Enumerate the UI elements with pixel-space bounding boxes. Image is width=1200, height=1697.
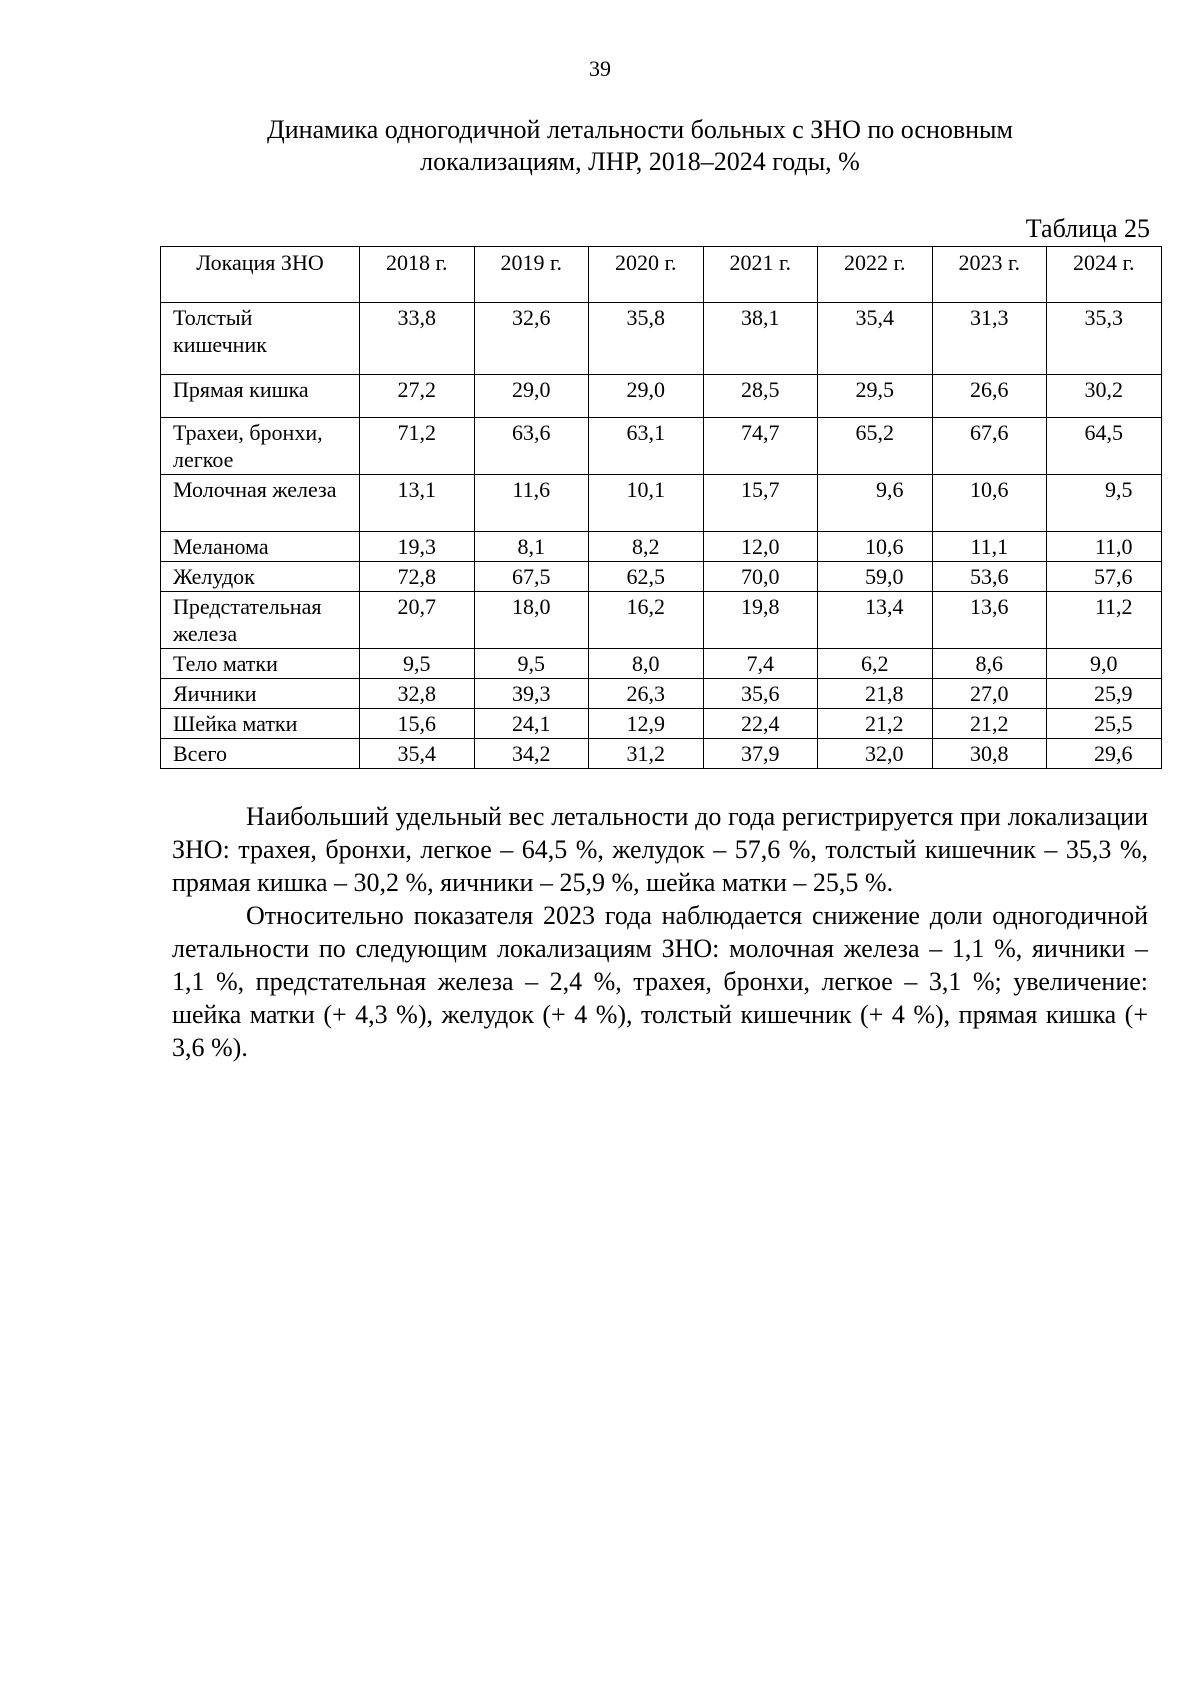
table-cell: 13,6 [932, 592, 1047, 649]
table-cell: 35,4 [818, 303, 933, 375]
table-cell: 32,6 [474, 303, 589, 375]
table-cell: 9,5 [474, 649, 589, 679]
row-label: Тело матки [161, 649, 360, 679]
table-cell: 72,8 [360, 562, 475, 592]
header-location: Локация ЗНО [161, 247, 360, 303]
table-cell: 26,6 [932, 375, 1047, 418]
table-cell: 24,1 [474, 709, 589, 739]
table-cell: 15,6 [360, 709, 475, 739]
row-label: Желудок [161, 562, 360, 592]
table-cell: 29,0 [589, 375, 704, 418]
table-row [161, 375, 1162, 418]
table-cell: 22,4 [703, 709, 818, 739]
table-cell: 9,5 [1047, 475, 1162, 532]
table-cell: 59,0 [818, 562, 933, 592]
paragraph: Наибольший удельный вес летальности до года регистрируется при локализации ЗНО: трахея, бронхи, легкое – 64,5 %, желудок – 57,6 %, толстый кишечник – 35,3 %, прямая кишка – 30,2 %, яичники – 25,9 %, шейка матки – 25,5 %. [172, 802, 1148, 897]
table-cell: 11,6 [474, 475, 589, 532]
table-cell: 13,1 [360, 475, 475, 532]
header-year: 2019 г. [474, 247, 589, 303]
table-row [161, 532, 1162, 562]
table-title-line-2: локализациям, ЛНР, 2018–2024 годы, % [420, 147, 860, 176]
row-label: Всего [161, 739, 360, 769]
table-cell: 16,2 [589, 592, 704, 649]
table-cell: 38,1 [703, 303, 818, 375]
page-number: 39 [589, 56, 611, 81]
row-label: Трахеи, бронхи, легкое [161, 418, 360, 475]
row-label: Толстый кишечник [161, 303, 360, 375]
table-cell: 13,4 [818, 592, 933, 649]
table-cell: 35,8 [589, 303, 704, 375]
header-year: 2018 г. [360, 247, 475, 303]
table-row [161, 303, 1162, 375]
table-cell: 29,5 [818, 375, 933, 418]
table-row [161, 709, 1162, 739]
header-year: 2021 г. [703, 247, 818, 303]
table-cell: 62,5 [589, 562, 704, 592]
table-cell: 32,0 [818, 739, 933, 769]
table-cell: 9,6 [818, 475, 933, 532]
table-row [161, 649, 1162, 679]
table-cell: 27,2 [360, 375, 475, 418]
table-cell: 39,3 [474, 679, 589, 709]
table-cell: 10,1 [589, 475, 704, 532]
table-cell: 8,6 [932, 649, 1047, 679]
table-cell: 9,0 [1047, 649, 1162, 679]
table-cell: 27,0 [932, 679, 1047, 709]
table-cell: 63,1 [589, 418, 704, 475]
header-year: 2022 г. [818, 247, 933, 303]
table-cell: 7,4 [703, 649, 818, 679]
table-cell: 64,5 [1047, 418, 1162, 475]
table-cell: 70,0 [703, 562, 818, 592]
table-cell: 15,7 [703, 475, 818, 532]
table-cell: 25,5 [1047, 709, 1162, 739]
table-cell: 25,9 [1047, 679, 1162, 709]
table-row [161, 418, 1162, 475]
table-cell: 11,2 [1047, 592, 1162, 649]
table-cell: 18,0 [474, 592, 589, 649]
row-label: Шейка матки [161, 709, 360, 739]
table-cell: 19,8 [703, 592, 818, 649]
table-cell: 21,2 [818, 709, 933, 739]
table-cell: 31,3 [932, 303, 1047, 375]
table-cell: 33,8 [360, 303, 475, 375]
table-row [161, 562, 1162, 592]
table-row [161, 679, 1162, 709]
header-year: 2024 г. [1047, 247, 1162, 303]
mortality-table [160, 246, 1162, 769]
table-title-line-1: Динамика одногодичной летальности больных с ЗНО по основным [267, 115, 1013, 144]
row-label: Прямая кишка [161, 375, 360, 418]
table-cell: 8,2 [589, 532, 704, 562]
table-cell: 30,2 [1047, 375, 1162, 418]
table-cell: 11,1 [932, 532, 1047, 562]
table-cell: 34,2 [474, 739, 589, 769]
table-cell: 32,8 [360, 679, 475, 709]
table-cell: 20,7 [360, 592, 475, 649]
table-cell: 57,6 [1047, 562, 1162, 592]
table-cell: 8,0 [589, 649, 704, 679]
table-cell: 19,3 [360, 532, 475, 562]
table-cell: 9,5 [360, 649, 475, 679]
table-title [200, 114, 1080, 178]
table-cell: 31,2 [589, 739, 704, 769]
table-row [161, 592, 1162, 649]
table-cell: 11,0 [1047, 532, 1162, 562]
header-year: 2020 г. [589, 247, 704, 303]
table-cell: 53,6 [932, 562, 1047, 592]
table-cell: 6,2 [818, 649, 933, 679]
paragraph: Относительно показателя 2023 года наблюдается снижение доли одногодичной летальности по следующим локализациям ЗНО: молочная железа – 1,1 %, яичники – 1,1 %, предстательная железа – 2,4 %, трахея, бронхи, легкое – 3,1 %; увеличение: шейка матки (+ 4,3 %), желудок (+ 4 %), толстый кишечник (+ 4 %), прямая кишка (+ 3,6 %). [172, 901, 1148, 1062]
row-label: Молочная железа [161, 475, 360, 532]
table-cell: 30,8 [932, 739, 1047, 769]
table-cell: 12,9 [589, 709, 704, 739]
table-cell: 71,2 [360, 418, 475, 475]
row-label: Предстательная железа [161, 592, 360, 649]
table-cell: 65,2 [818, 418, 933, 475]
table-cell: 28,5 [703, 375, 818, 418]
table-cell: 67,5 [474, 562, 589, 592]
table-cell: 12,0 [703, 532, 818, 562]
table-header-row [161, 247, 1162, 303]
table-row-total [161, 739, 1162, 769]
table-cell: 21,8 [818, 679, 933, 709]
header-year: 2023 г. [932, 247, 1047, 303]
table-cell: 26,3 [589, 679, 704, 709]
table-cell: 10,6 [818, 532, 933, 562]
table-cell: 21,2 [932, 709, 1047, 739]
table-cell: 35,4 [360, 739, 475, 769]
table-cell: 35,3 [1047, 303, 1162, 375]
table-cell: 35,6 [703, 679, 818, 709]
table-cell: 37,9 [703, 739, 818, 769]
table-cell: 10,6 [932, 475, 1047, 532]
row-label: Яичники [161, 679, 360, 709]
table-cell: 29,0 [474, 375, 589, 418]
table-row [161, 475, 1162, 532]
body-text [172, 800, 1148, 1064]
table-cell: 8,1 [474, 532, 589, 562]
row-label: Меланома [161, 532, 360, 562]
table-cell: 29,6 [1047, 739, 1162, 769]
table-number-label: Таблица 25 [1025, 214, 1150, 243]
table-cell: 63,6 [474, 418, 589, 475]
table-cell: 67,6 [932, 418, 1047, 475]
table-cell: 74,7 [703, 418, 818, 475]
